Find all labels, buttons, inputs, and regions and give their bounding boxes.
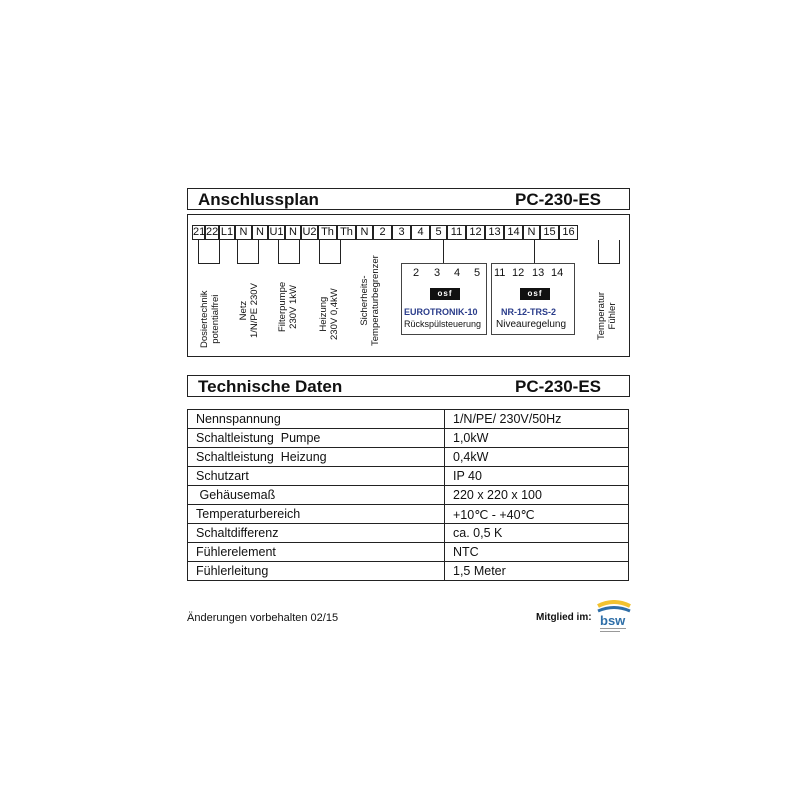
terminal-2: 2 (373, 225, 392, 240)
techdata-row (188, 429, 629, 448)
label-filterpumpe: Filterpumpe 230V 1kW (277, 281, 299, 332)
terminal-12: 12 (466, 225, 485, 240)
module1-number: 4 (454, 267, 461, 279)
techdata-value: 1,5 Meter (445, 562, 629, 581)
terminal-u2: U2 (302, 226, 317, 238)
bracket-filterpumpe (278, 240, 300, 264)
terminal-n: N (285, 225, 301, 240)
module2-sub: Niveauregelung (496, 319, 567, 330)
terminal-21: 21 (193, 226, 206, 238)
techdata-value: IP 40 (445, 467, 629, 486)
anschlussplan-header (187, 188, 630, 210)
module2-number: 13 (532, 267, 545, 279)
stem-module1 (443, 240, 444, 264)
module2-name: NR-12-TRS-2 (501, 307, 557, 317)
anschlussplan-model: PC-230-ES (515, 190, 601, 209)
module1-number: 5 (474, 267, 481, 279)
bsw-logo-icon (594, 600, 634, 634)
member-label: Mitglied im: (536, 612, 592, 623)
bracket-dosiertechnik (198, 240, 220, 264)
module2-number: 11 (494, 267, 506, 279)
terminal-16: 16 (559, 225, 578, 240)
anschlussplan-title: Anschlussplan (198, 190, 319, 209)
label-dosiertechnik: Dosiertechnik potentialfrei (199, 290, 221, 348)
osf-logo: osf (430, 288, 460, 300)
module2-number: 12 (512, 267, 525, 279)
footnote: Änderungen vorbehalten 02/15 (187, 612, 339, 624)
techdata-key: Nennspannung (188, 410, 445, 429)
module1-name: EUROTRONIK-10 (404, 307, 478, 317)
techdata-value: 1,0kW (445, 429, 629, 448)
techdata-model: PC-230-ES (515, 377, 601, 396)
techdata-value: 0,4kW (445, 448, 629, 467)
bracket-netz (237, 240, 259, 264)
terminal-n: N (523, 225, 540, 240)
bracket-temperatur (598, 240, 620, 264)
terminal-4: 4 (411, 225, 430, 240)
terminal-22: 22 (206, 226, 219, 238)
techdata-row (188, 486, 629, 505)
techdata-value: ca. 0,5 K (445, 524, 629, 543)
techdata-row (188, 524, 629, 543)
techdata-value: 220 x 220 x 100 (445, 486, 629, 505)
label-sicherheit: Sicherheits- Temperaturbegrenzer (359, 255, 381, 346)
bsw-logo (594, 600, 634, 634)
techdata-value: 1/N/PE/ 230V/50Hz (445, 410, 629, 429)
techdata-key: Fühlerleitung (188, 562, 445, 581)
module1-number: 3 (434, 267, 441, 279)
osf-logo: osf (520, 288, 550, 300)
techdata-row (188, 467, 629, 486)
techdata-key: Schutzart (188, 467, 445, 486)
techdata-key: Gehäusemaß (188, 486, 445, 505)
stem-module2 (534, 240, 535, 264)
bracket-heizung (319, 240, 341, 264)
techdata-key: Fühlerelement (188, 543, 445, 562)
terminal-15: 15 (540, 225, 559, 240)
terminal-5: 5 (430, 225, 447, 240)
terminal-n: N (252, 225, 268, 240)
techdata-row (188, 505, 629, 524)
label-netz: Netz 1/N/PE 230V (238, 283, 260, 338)
terminal-th: Th (318, 225, 337, 240)
module1-number: 2 (413, 267, 420, 279)
techdata-title: Technische Daten (198, 377, 343, 396)
module1-sub: Rückspülsteuerung (404, 319, 482, 329)
label-heizung: Heizung 230V 0,4kW (318, 288, 340, 340)
techdata-value: +10℃ - +40℃ (445, 505, 629, 524)
techdata-key: Schaltdifferenz (188, 524, 445, 543)
techdata-key: Schaltleistung Heizung (188, 448, 445, 467)
techdata-row (188, 448, 629, 467)
techdata-key: Schaltleistung Pumpe (188, 429, 445, 448)
techdata-table (187, 409, 629, 581)
techdata-row (188, 562, 629, 581)
terminal-11: 11 (447, 225, 466, 240)
terminal-u1: U1 (269, 226, 284, 238)
techdata-header (187, 375, 630, 397)
terminal-n: N (356, 225, 373, 240)
techdata-row (188, 543, 629, 562)
terminal-th: Th (337, 225, 356, 240)
terminal-l1: L1 (220, 226, 234, 238)
techdata-row (188, 410, 629, 429)
module2-number: 14 (551, 267, 564, 279)
terminal-3: 3 (392, 225, 411, 240)
techdata-value: NTC (445, 543, 629, 562)
techdata-key: Temperaturbereich (188, 505, 445, 524)
terminal-13: 13 (485, 225, 504, 240)
label-temperatur: Temperatur Fühler (596, 291, 618, 340)
bsw-logo-text: bsw (600, 613, 626, 628)
terminal-n: N (235, 225, 252, 240)
terminal-14: 14 (504, 225, 523, 240)
